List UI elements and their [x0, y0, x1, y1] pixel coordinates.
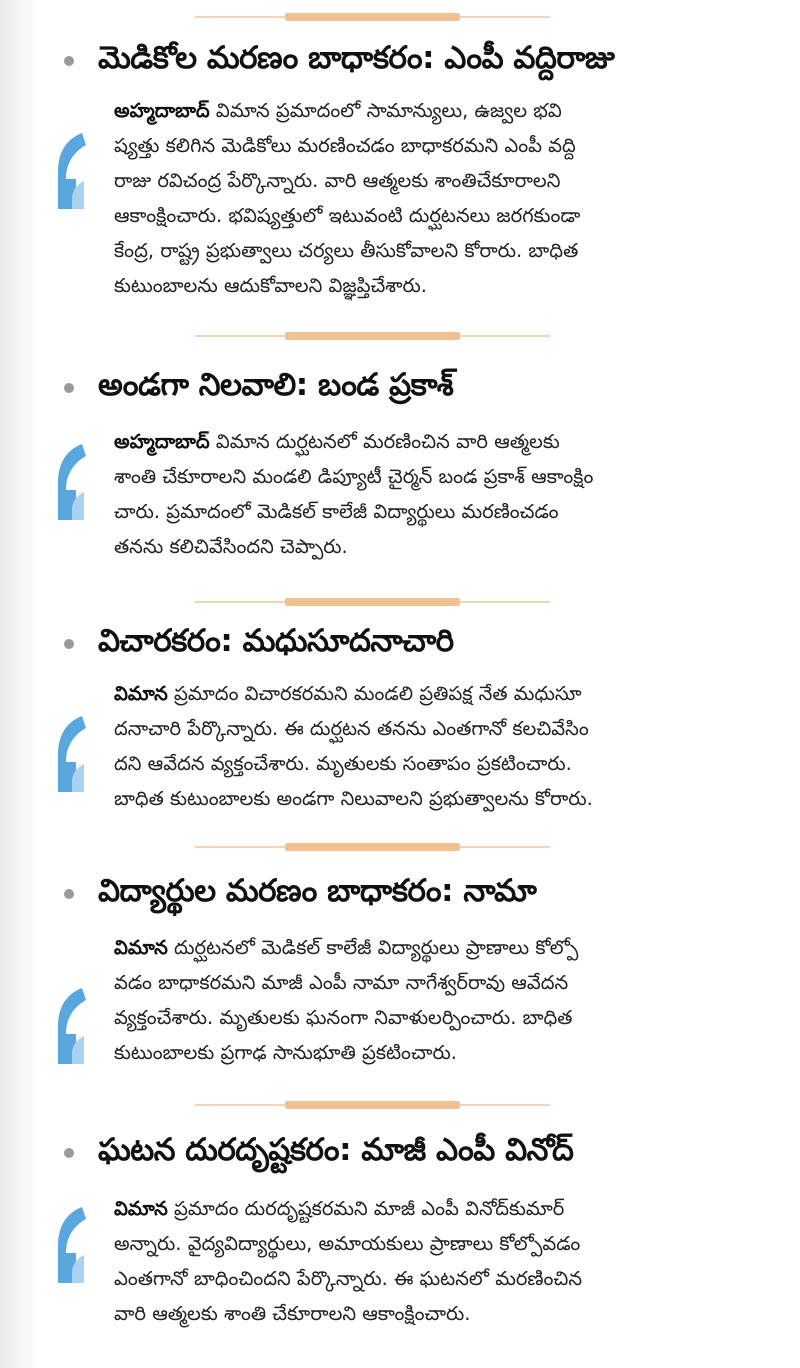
news-headline — [64, 866, 536, 922]
news-body — [114, 424, 714, 564]
body-text: దుర్ఘటనలో మెడికల్ కాలేజీ విద్యార్థులు ప్రాణాలు కోల్పో వడం బాధాకరమని మాజీ ఎంపీ నామా నాగేశ్వర్‌రావు ఆవేదన వ్యక్తంచేశారు. మృతులకు ఘనంగా నివాళులర్పించారు. బాధిత కుటుంబాలకు ప్రగాఢ సానుభూతి ప్రకటించారు. — [114, 936, 579, 1064]
body-lead-word: విమాన — [114, 1197, 168, 1220]
divider-bar — [285, 598, 460, 606]
opening-quote-icon — [52, 986, 92, 1066]
bullet-dot-icon — [64, 383, 74, 393]
body-lead-word: అహ్మదాబాద్ — [114, 99, 210, 122]
body-lead-word: అహ్మదాబాద్ — [114, 430, 210, 453]
body-text: విమాన ప్రమాదంలో సామాన్యులు, ఉజ్వల భవి ష్యత్తు కలిగిన మెడికోలు మరణించడం బాధాకరమని ఎంపీ వద్ది రాజు రవిచంద్ర పేర్కొన్నారు. వారి ఆత్మలకు శాంతిచేకూరాలని ఆకాంక్షించారు. భవిష్యత్తులో ఇటువంటి దుర్ఘటనలు జరగకుండా కేంద్ర, రాష్ట్ర ప్రభుత్వాలు చర్యలు తీసుకోవాలని కోరారు. బాధిత కుటుంబాలను ఆదుకోవాలని విజ్ఞప్తిచేశారు. — [114, 99, 581, 297]
bullet-dot-icon — [64, 56, 74, 66]
news-headline — [64, 360, 453, 416]
body-lead-word: విమాన — [114, 936, 168, 959]
news-headline — [64, 1125, 573, 1181]
bullet-dot-icon — [64, 889, 74, 899]
body-lead-word: విమాన — [114, 682, 168, 705]
section-divider — [195, 601, 550, 603]
body-text: విమాన దుర్ఘటనలో మరణించిన వారి ఆత్మలకు శాంతి చేకూరాలని మండలి డిప్యూటీ చైర్మన్ బండ ప్రకాశ్ ఆకాంక్షిం చారు. ప్రమాదంలో మెడికల్ కాలేజీ విద్యార్థులు మరణించడం తనను కలిచివేసిందని చెప్పారు. — [114, 430, 594, 558]
headline-text: మెడికోల మరణం బాధాకరం: ఎంపీ వద్దిరాజు — [98, 39, 615, 76]
headline-text: విచారకరం: మధుసూదనాచారి — [98, 622, 454, 659]
section-divider — [195, 16, 550, 18]
body-text: ప్రమాదం విచారకరమని మండలి ప్రతిపక్ష నేత మధుసూ దనాచారి పేర్కొన్నారు. ఈ దుర్ఘటన తనను ఎంతగానో కలచివేసిం దని ఆవేదన వ్యక్తంచేశారు. మృతులకు సంతాపం ప్రకటించారు. బాధిత కుటుంబాలకు అండగా నిలువాలని ప్రభుత్వాలను కోరారు. — [114, 682, 593, 810]
opening-quote-icon — [52, 442, 92, 522]
opening-quote-icon — [52, 714, 92, 794]
headline-text: విద్యార్థుల మరణం బాధాకరం: నామా — [98, 872, 537, 909]
news-body — [114, 930, 714, 1070]
news-body — [114, 676, 714, 816]
opening-quote-icon — [52, 1205, 92, 1285]
page-edge-shadow — [0, 0, 40, 1368]
headline-text: అండగా నిలవాలి: బండ ప్రకాశ్‌ — [98, 366, 454, 403]
body-text: ప్రమాదం దురదృష్టకరమని మాజీ ఎంపీ వినోద్‌కుమార్ అన్నారు. వైద్యవిద్యార్థులు, అమాయకులు ప్రాణాలు కోల్పోవడం ఎంతగానో బాధించిందని పేర్కొన్నారు. ఈ ఘటనలో మరణించిన వారి ఆత్మలకు శాంతి చేకూరాలని ఆకాంక్షించారు. — [114, 1197, 583, 1325]
bullet-dot-icon — [64, 639, 74, 649]
divider-bar — [285, 1101, 460, 1109]
opening-quote-icon — [52, 131, 92, 211]
section-divider — [195, 846, 550, 848]
divider-bar — [285, 13, 460, 21]
news-headline — [64, 616, 454, 672]
news-body — [114, 1191, 714, 1331]
divider-bar — [285, 332, 460, 340]
news-body — [114, 93, 714, 303]
section-divider — [195, 1104, 550, 1106]
section-divider — [195, 335, 550, 337]
bullet-dot-icon — [64, 1148, 74, 1158]
divider-bar — [285, 843, 460, 851]
news-headline — [64, 33, 614, 89]
headline-text: ఘటన దురదృష్టకరం: మాజీ ఎంపీ వినోద్‌ — [98, 1131, 574, 1168]
